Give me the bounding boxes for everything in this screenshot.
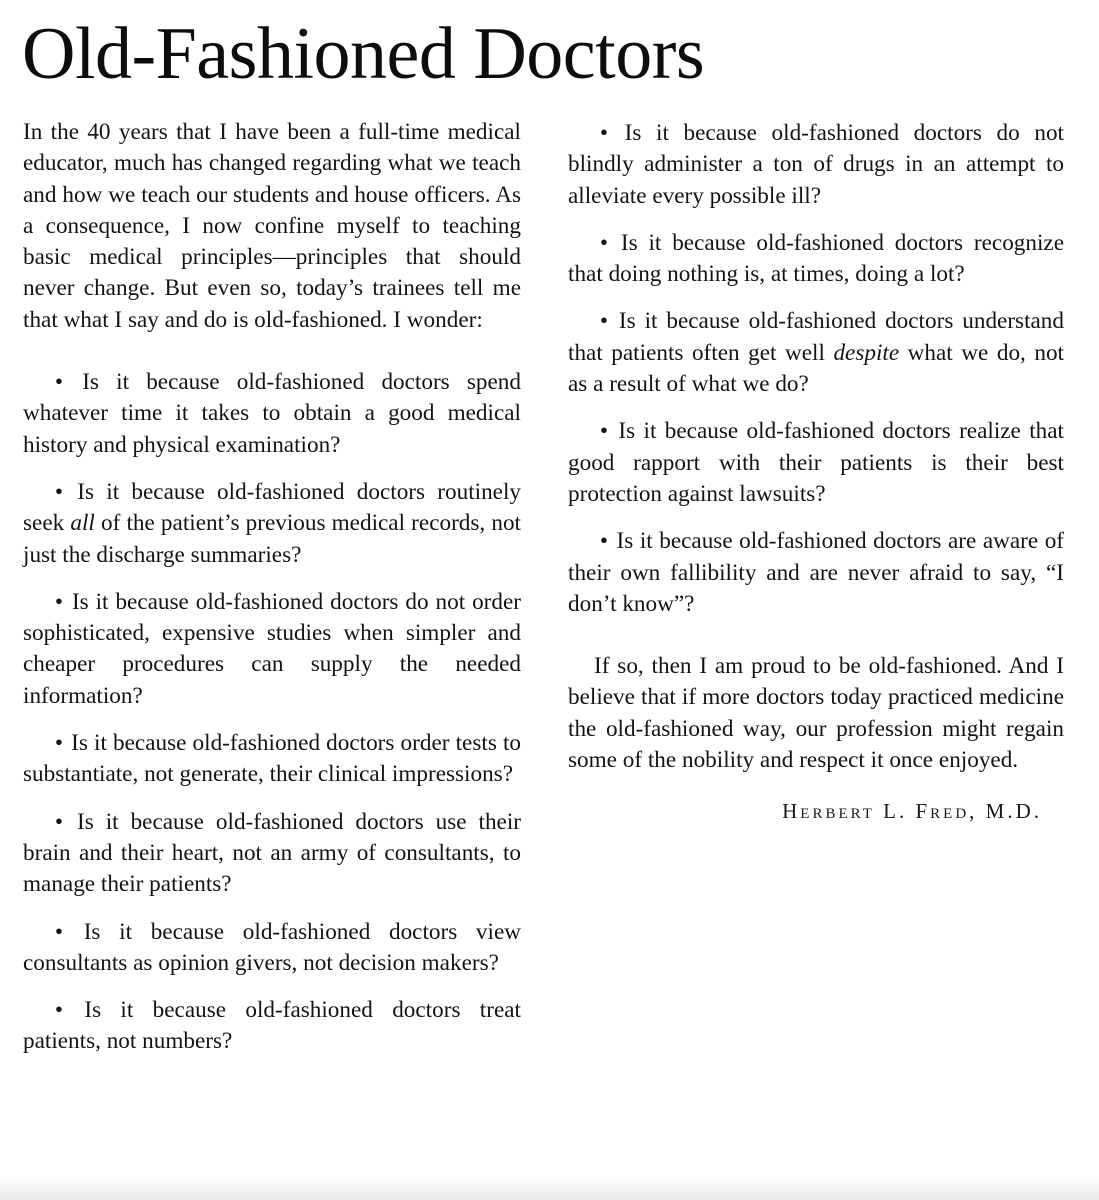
bullet-item bbox=[568, 306, 1064, 400]
bullet-item bbox=[23, 477, 521, 571]
bullet-text: Is it because old-fashioned doctors spend whatever time it takes to obtain a good medical history and physical examination? bbox=[23, 369, 521, 458]
closing-text: If so, then I am proud to be old-fashioned. And I believe that if more doctors today practiced medicine the old-fashioned way, our profession might regain some of the nobility and respect it once enjoyed. bbox=[568, 653, 1064, 774]
bullet-text: Is it because old-fashioned doctors realize that good rapport with their patients is their best protection against lawsuits? bbox=[568, 418, 1065, 507]
bullet-text-before: Is it because old-fashioned doctors understand that patients often get well bbox=[568, 308, 1064, 366]
article-title: Old-Fashioned Doctors bbox=[22, 13, 705, 95]
bullet-emphasis: all bbox=[70, 510, 95, 537]
bullet-item bbox=[568, 118, 1064, 212]
bullet-emphasis: despite bbox=[833, 339, 900, 366]
bullet-item bbox=[23, 367, 521, 461]
bullet-dot: • bbox=[599, 120, 608, 146]
bullet-item bbox=[23, 807, 521, 901]
author-signature: Herbert L. Fred, M.D. bbox=[782, 799, 1042, 824]
bullet-text-after: what we do, not as a result of what we do? bbox=[568, 339, 1064, 398]
bullet-text: Is it because old-fashioned doctors order tests to substantiate, not generate, their clinical impressions? bbox=[23, 730, 522, 788]
bullet-dot: • bbox=[54, 808, 63, 835]
left-column bbox=[23, 117, 521, 1074]
bullet-dot: • bbox=[54, 997, 63, 1024]
bullet-dot: • bbox=[599, 528, 608, 555]
bullet-text: Is it because old-fashioned doctors recognize that doing nothing is, at times, doing a lot? bbox=[568, 229, 1064, 288]
bullet-item bbox=[23, 995, 521, 1058]
bullet-dot: • bbox=[599, 418, 608, 445]
bullet-item bbox=[568, 526, 1064, 620]
bullet-item bbox=[568, 416, 1064, 510]
right-column bbox=[568, 118, 1064, 828]
bullet-text-before: Is it because old-fashioned doctors routinely seek bbox=[23, 478, 522, 537]
bullet-dot: • bbox=[54, 588, 63, 615]
bullet-item bbox=[23, 587, 521, 712]
bullet-dot: • bbox=[54, 730, 63, 757]
bullet-text-after: of the patient’s previous medical records, not just the discharge summaries? bbox=[23, 510, 521, 568]
bottom-fade bbox=[0, 1178, 1099, 1200]
bullet-text: Is it because old-fashioned doctors are aware of their own fallibility and are never afraid to say, “I don’t know”? bbox=[568, 528, 1065, 617]
bullet-item bbox=[568, 228, 1064, 291]
bullet-text: Is it because old-fashioned doctors do not blindly administer a ton of drugs in an attempt to alleviate every possible ill? bbox=[568, 120, 1065, 209]
bullet-dot: • bbox=[54, 478, 63, 505]
bullet-dot: • bbox=[54, 369, 63, 396]
bullet-item bbox=[23, 917, 521, 980]
bullet-item bbox=[23, 728, 521, 791]
bullet-text: Is it because old-fashioned doctors use their brain and their heart, not an army of consultants, to manage their patients? bbox=[23, 808, 522, 898]
bullet-dot: • bbox=[54, 918, 63, 945]
bullet-text: Is it because old-fashioned doctors view consultants as opinion givers, not decision makers? bbox=[23, 918, 522, 976]
bullet-text: Is it because old-fashioned doctors treat patients, not numbers? bbox=[23, 997, 521, 1055]
intro-paragraph: In the 40 years that I have been a full-time medical educator, much has changed regarding what we teach and how we teach our students and house officers. As a consequence, I now confine myself to teaching basic medical principles—principles that should never change. But even so, today’s trainees tell me that what I say and do is old-fashioned. I wonder: bbox=[23, 119, 521, 333]
closing-paragraph bbox=[568, 651, 1064, 776]
bullet-text: Is it because old-fashioned doctors do not order sophisticated, expensive studies when simpler and cheaper procedures can supply the needed information? bbox=[23, 588, 521, 709]
bullet-dot: • bbox=[599, 308, 608, 335]
bullet-dot: • bbox=[599, 229, 608, 256]
